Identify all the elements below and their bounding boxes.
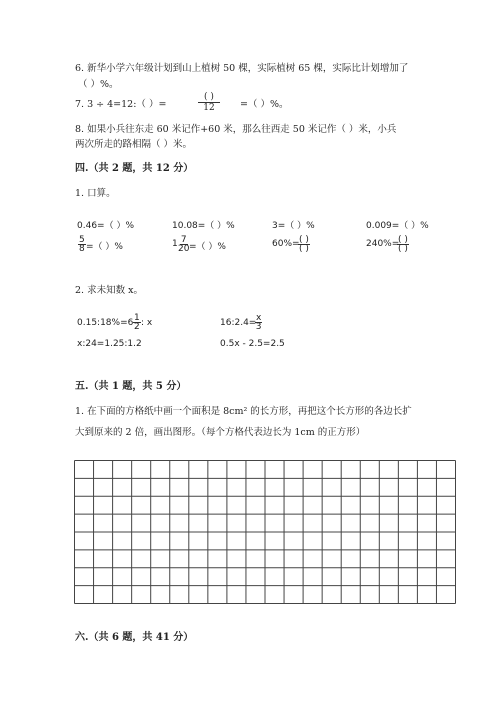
eq1-a: 0.15:18%=6 xyxy=(77,318,134,328)
q6-line1: 6. 新华小学六年级计划到山上植树 50 棵，实际植树 65 棵，实际比计划增加了 xyxy=(75,63,409,74)
eq1-fraction xyxy=(133,314,141,331)
calc-r2c1-rest: =（ ）% xyxy=(86,242,123,252)
eq3: x:24=1.25:1.2 xyxy=(77,339,142,349)
q6-line2: （ ）%。 xyxy=(78,79,119,90)
eq1-den: 2 xyxy=(134,322,140,332)
q7-fraction xyxy=(198,92,220,113)
calc-r2c2-fraction xyxy=(178,236,189,253)
grid-paper[interactable] xyxy=(74,460,456,604)
calc-r2c2-den: 20 xyxy=(178,244,190,254)
eq4: 0.5x - 2.5=2.5 xyxy=(220,339,285,349)
section-6-title: 六.（共 6 题，共 41 分） xyxy=(75,632,194,643)
calc-r2c4-num: ( ) xyxy=(398,235,408,245)
calc-r2c3-fraction xyxy=(298,236,310,253)
calc-r2c2-rest: =（ ）% xyxy=(189,242,226,252)
eq2-fraction xyxy=(255,314,262,331)
eq1-b: : x xyxy=(141,318,153,328)
q7-part-a: 7. 3 ÷ 4=12:（ ）= xyxy=(75,99,167,110)
calc-r2c1-num: 5 xyxy=(79,235,85,245)
calc-r1c4: 0.009=（ ）% xyxy=(366,221,429,231)
calc-r2c2-whole: 1 xyxy=(172,239,178,249)
s5-q1-line2: 大到原来的 2 倍，画出图形。（每个方格代表边长为 1cm 的正方形） xyxy=(75,427,366,438)
section-5-title: 五.（共 1 题，共 5 分） xyxy=(75,381,187,392)
calc-r2c4-fraction xyxy=(397,236,409,253)
calc-r2c3-den: ( ) xyxy=(299,244,309,254)
calc-r1c3: 3=（ ）% xyxy=(272,221,315,231)
q7-fraction-numerator: ( ) xyxy=(198,92,220,103)
calc-r2c1-fraction xyxy=(78,236,86,253)
calc-r1c2: 10.08=（ ）% xyxy=(172,221,235,231)
calc-r2c3-num: ( ) xyxy=(299,235,309,245)
q8-line1: 8. 如果小兵往东走 60 米记作+60 米，那么往西走 50 米记作（ ）米，小兵 xyxy=(75,124,397,135)
calc-r2c4-a: 240%= xyxy=(366,239,400,249)
eq2-a: 16:2.4= xyxy=(220,318,257,328)
calc-r2c3-a: 60%= xyxy=(272,239,300,249)
eq1-num: 1 xyxy=(134,313,140,323)
q7-fraction-denominator: 12 xyxy=(203,103,215,113)
eq2-den: 3 xyxy=(255,322,262,332)
s4-q2-label: 2. 求未知数 x。 xyxy=(75,285,143,296)
q7-part-b: =（ ）%。 xyxy=(240,99,289,110)
calc-r2c2-num: 7 xyxy=(180,235,187,245)
s4-q1-label: 1. 口算。 xyxy=(75,188,116,199)
eq2-num: x xyxy=(256,313,262,323)
calc-r1c1: 0.46=（ ）% xyxy=(77,221,134,231)
calc-r2c4-den: ( ) xyxy=(398,244,408,254)
q8-line2: 两次所走的路相隔（ ）米。 xyxy=(75,139,193,150)
calc-r2c1-den: 8 xyxy=(79,244,85,254)
section-4-title: 四.（共 2 题，共 12 分） xyxy=(75,163,194,174)
s5-q1-line1: 1. 在下面的方格纸中画一个面积是 8cm² 的长方形，再把这个长方形的各边长扩 xyxy=(75,406,412,417)
